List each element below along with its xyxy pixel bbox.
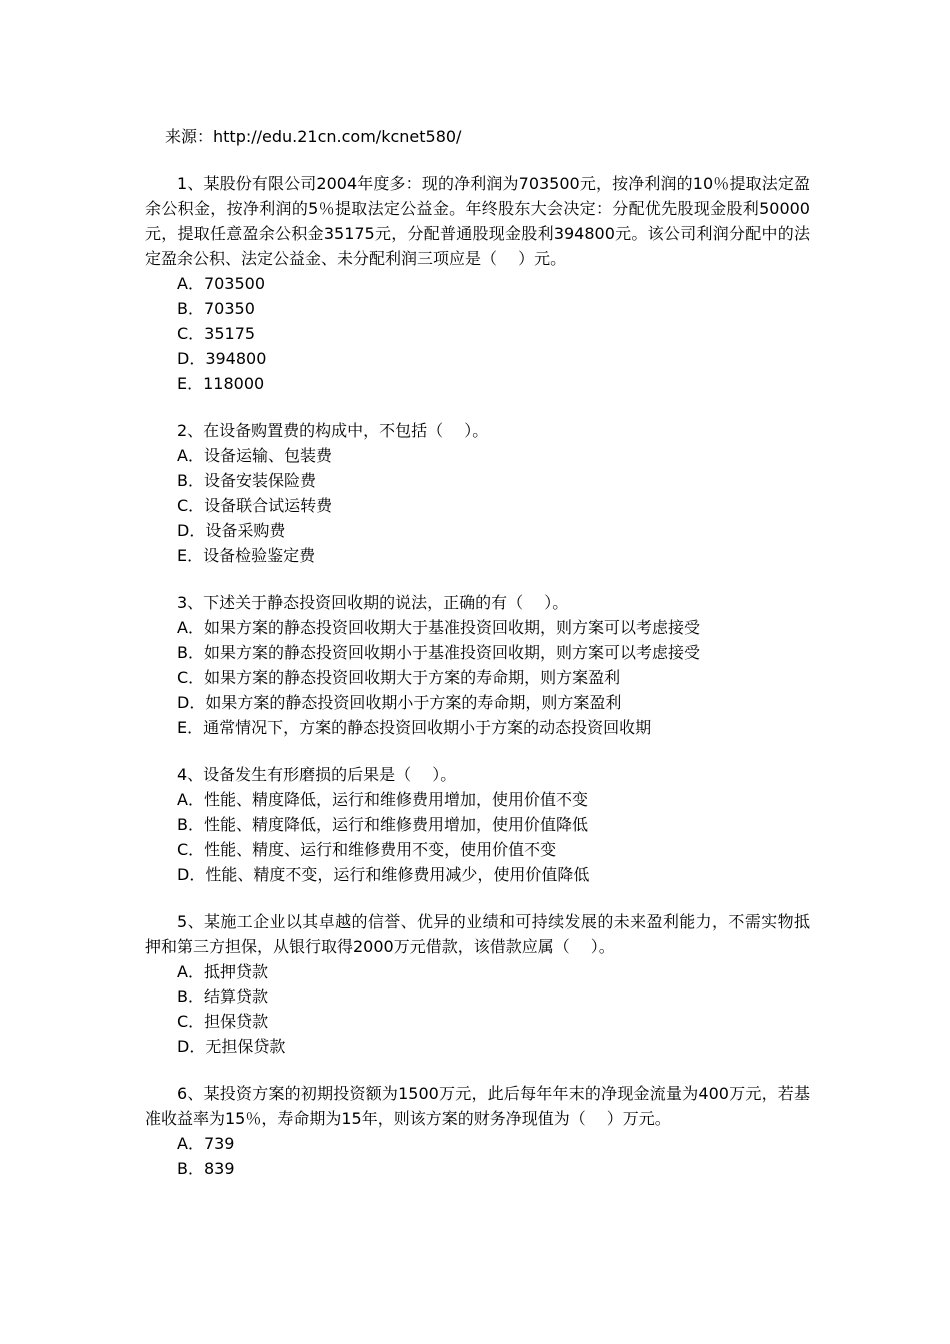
question-list bbox=[145, 171, 810, 1181]
option-list bbox=[145, 1131, 810, 1181]
option-list bbox=[145, 959, 810, 1059]
answer-option: A．703500 bbox=[177, 274, 266, 293]
question-stem: 3、下述关于静态投资回收期的说法，正确的有（ ）。 bbox=[177, 593, 569, 612]
answer-option: D．无担保贷款 bbox=[177, 1037, 286, 1056]
option-list bbox=[145, 787, 810, 887]
answer-option: C．如果方案的静态投资回收期大于方案的寿命期，则方案盈利 bbox=[177, 668, 621, 687]
answer-option: D．如果方案的静态投资回收期小于方案的寿命期，则方案盈利 bbox=[177, 693, 622, 712]
document-page bbox=[145, 124, 810, 1203]
question-block bbox=[145, 762, 810, 887]
option-list bbox=[145, 615, 810, 740]
question-block bbox=[145, 590, 810, 740]
question-block bbox=[145, 171, 810, 396]
question-stem: 1、某股份有限公司2004年度多：现的净利润为703500元，按净利润的10％提取法定盈余公积金，按净利润的5％提取法定公益金。年终股东大会决定：分配优先股现金股利50000元，提取任意盈余公积金35175元，分配普通股现金股利394800元。该公司利润分配中的法定盈余公积、法定公益金、未分配利润三项应是（ ）元。 bbox=[145, 174, 810, 268]
answer-option: A．抵押贷款 bbox=[177, 962, 268, 981]
question-stem: 2、在设备购置费的构成中，不包括（ ）。 bbox=[177, 421, 489, 440]
answer-option: B．性能、精度降低，运行和维修费用增加，使用价值降低 bbox=[177, 815, 588, 834]
answer-option: D．设备采购费 bbox=[177, 521, 286, 540]
answer-option: D．394800 bbox=[177, 349, 267, 368]
question-stem: 4、设备发生有形磨损的后果是（ ）。 bbox=[177, 765, 457, 784]
question-block bbox=[145, 1081, 810, 1181]
question-stem: 6、某投资方案的初期投资额为1500万元，此后每年年末的净现金流量为400万元，若基准收益率为15％，寿命期为15年，则该方案的财务净现值为（ ）万元。 bbox=[145, 1084, 810, 1128]
answer-option: B．结算贷款 bbox=[177, 987, 268, 1006]
question-block bbox=[145, 909, 810, 1059]
answer-option: D．性能、精度不变，运行和维修费用减少，使用价值降低 bbox=[177, 865, 590, 884]
answer-option: B．70350 bbox=[177, 299, 255, 318]
answer-option: E．设备检验鉴定费 bbox=[177, 546, 316, 565]
answer-option: E．通常情况下，方案的静态投资回收期小于方案的动态投资回收期 bbox=[177, 718, 652, 737]
answer-option: C．35175 bbox=[177, 324, 256, 343]
question-stem: 5、某施工企业以其卓越的信誉、优异的业绩和可持续发展的未来盈利能力，不需实物抵押和第三方担保，从银行取得2000万元借款，该借款应属（ ）。 bbox=[145, 912, 810, 956]
answer-option: C．性能、精度、运行和维修费用不变，使用价值不变 bbox=[177, 840, 557, 859]
answer-option: B．839 bbox=[177, 1159, 235, 1178]
question-block bbox=[145, 418, 810, 568]
answer-option: B．如果方案的静态投资回收期小于基准投资回收期，则方案可以考虑接受 bbox=[177, 643, 700, 662]
answer-option: C．设备联合试运转费 bbox=[177, 496, 333, 515]
answer-option: C．担保贷款 bbox=[177, 1012, 269, 1031]
option-list bbox=[145, 271, 810, 396]
answer-option: E．118000 bbox=[177, 374, 265, 393]
answer-option: A．如果方案的静态投资回收期大于基准投资回收期，则方案可以考虑接受 bbox=[177, 618, 700, 637]
source-line: 来源：http://edu.21cn.com/kcnet580/ bbox=[165, 127, 462, 146]
option-list bbox=[145, 443, 810, 568]
answer-option: B．设备安装保险费 bbox=[177, 471, 316, 490]
answer-option: A．性能、精度降低，运行和维修费用增加，使用价值不变 bbox=[177, 790, 588, 809]
answer-option: A．739 bbox=[177, 1134, 235, 1153]
answer-option: A．设备运输、包装费 bbox=[177, 446, 332, 465]
